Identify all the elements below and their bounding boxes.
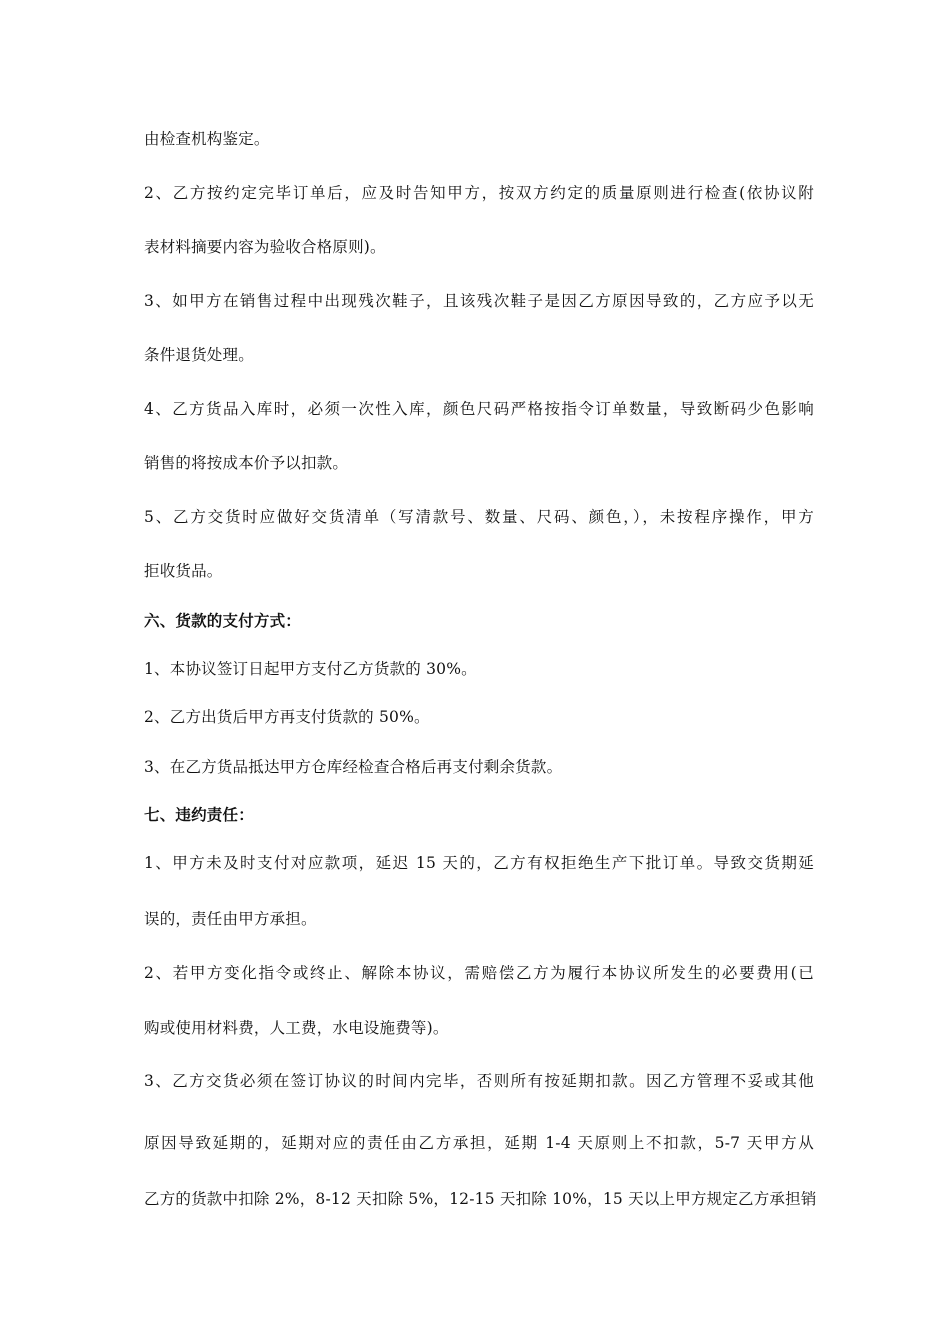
clause-continuation: 表材料摘要内容为验收合格原则)。: [144, 238, 386, 256]
clause-line: 3、乙方交货必须在签订协议的时间内完毕，否则所有按延期扣款。因乙方管理不妥或其他: [144, 1072, 814, 1090]
clause-line: 3、在乙方货品抵达甲方仓库经检查合格后再支付剩余货款。: [144, 758, 563, 776]
clause-line: 4、乙方货品入库时，必须一次性入库，颜色尺码严格按指令订单数量，导致断码少色影响: [144, 400, 814, 418]
clause-continuation: 销售的将按成本价予以扣款。: [144, 454, 349, 472]
clause-line: 2、乙方按约定完毕订单后，应及时告知甲方，按双方约定的质量原则进行检查(依协议附: [144, 184, 814, 202]
clause-line: 2、乙方出货后甲方再支付货款的 50%。: [144, 708, 430, 726]
clause-line: 2、若甲方变化指令或终止、解除本协议，需赔偿乙方为履行本协议所发生的必要费用(已: [144, 964, 814, 982]
clause-line: 1、本协议签订日起甲方支付乙方货款的 30%。: [144, 660, 477, 678]
clause-line: 5、乙方交货时应做好交货清单（写清款号、数量、尺码、颜色，），未按程序操作，甲方: [144, 508, 814, 526]
section-heading-liability: 七、违约责任：: [144, 805, 254, 824]
clause-continuation: 原因导致延期的，延期对应的责任由乙方承担，延期 1-4 天原则上不扣款，5-7 天甲方从: [144, 1134, 814, 1152]
clause-continuation: 拒收货品。: [144, 562, 223, 580]
section-heading-payment: 六、货款的支付方式：: [144, 611, 302, 630]
clause-line: 1、甲方未及时支付对应款项，延迟 15 天的，乙方有权拒绝生产下批订单。导致交货期延: [144, 854, 814, 872]
paragraph-line: 由检查机构鉴定。: [144, 130, 270, 148]
clause-line: 3、如甲方在销售过程中出现残次鞋子，且该残次鞋子是因乙方原因导致的，乙方应予以无: [144, 292, 814, 310]
clause-continuation: 乙方的货款中扣除 2%，8-12 天扣除 5%，12-15 天扣除 10%，15 天以上甲方规定乙方承担销: [144, 1190, 817, 1208]
clause-continuation: 误的，责任由甲方承担。: [144, 910, 317, 928]
clause-continuation: 购或使用材料费，人工费，水电设施费等)。: [144, 1019, 449, 1037]
clause-continuation: 条件退货处理。: [144, 346, 254, 364]
